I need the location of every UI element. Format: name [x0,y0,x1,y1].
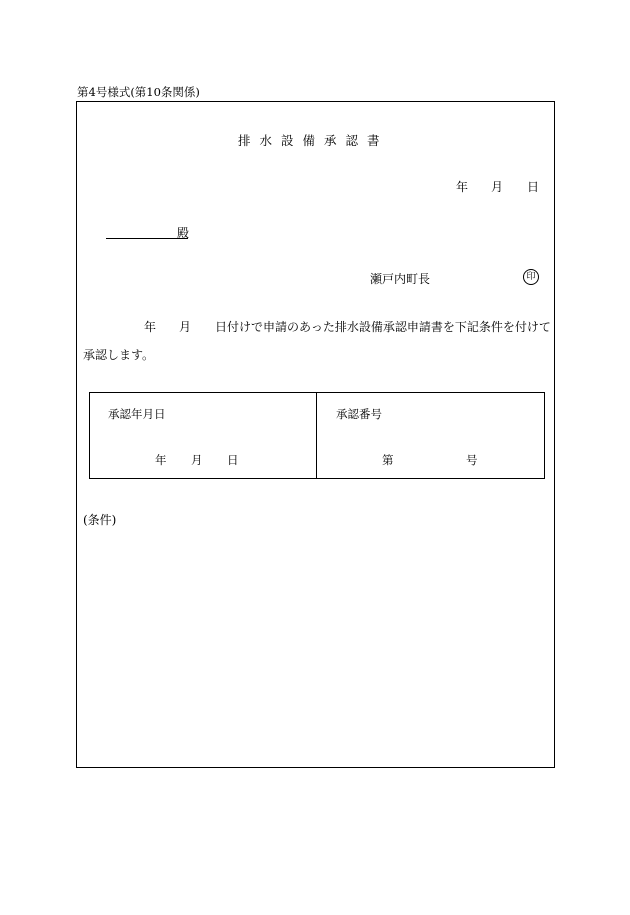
form-number-label: 第4号様式(第10条関係) [77,85,200,99]
conditions-label: (条件) [83,513,117,527]
approval-date-month: 月 [191,453,203,467]
approval-number-prefix: 第 [382,453,394,467]
seal-mark: 印 [523,269,539,285]
addressee-honorific: 殿 [177,226,190,240]
approval-date-label: 承認年月日 [108,407,166,421]
addressee-blank-line [106,238,188,239]
issuer-name: 瀬戸内町長 [370,272,431,286]
body-year: 年 [144,320,157,334]
approval-table-divider [316,392,317,479]
approval-date-day: 日 [227,453,239,467]
issue-date-year: 年 [456,180,469,194]
document-title: 排水設備承認書 [238,133,389,148]
approval-date-year: 年 [155,453,167,467]
body-month: 月 [179,320,192,334]
approval-number-suffix: 号 [466,453,478,467]
body-text-line1: 日付けで申請のあった排水設備承認申請書を下記条件を付けて [215,320,551,334]
issue-date-day: 日 [527,180,540,194]
issue-date-month: 月 [491,180,504,194]
approval-number-label: 承認番号 [336,407,382,421]
body-text-line2: 承認します。 [83,348,155,362]
